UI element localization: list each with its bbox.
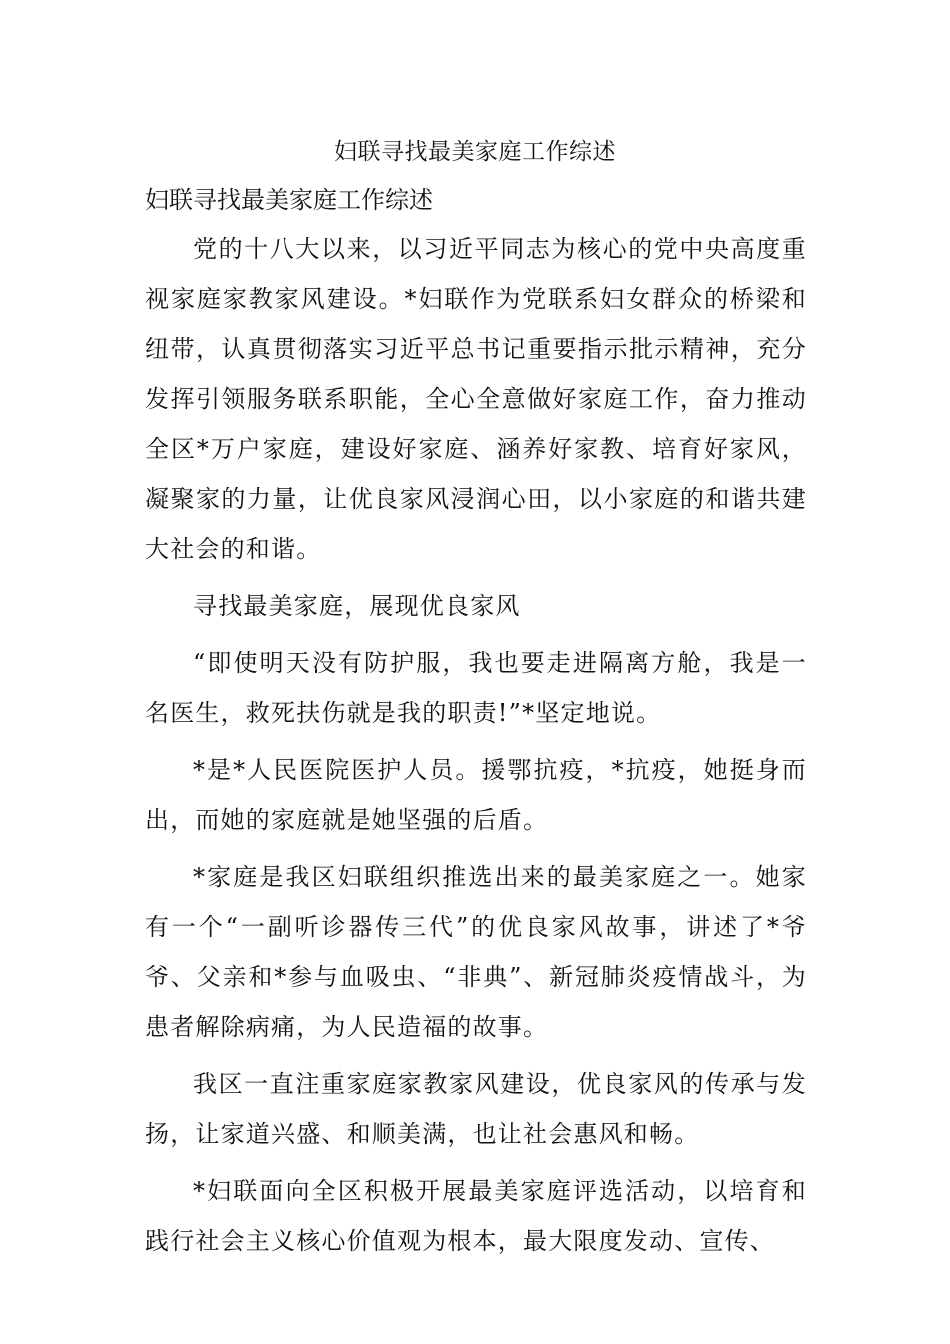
document-title: 妇联寻找最美家庭工作综述 (334, 139, 616, 165)
paragraph-doctor: *是*人民医院医护人员。援鄂抗疫，*抗疫，她挺身而出，而她的家庭就是她坚强的后盾。 (145, 756, 807, 834)
paragraph-activities: *妇联面向全区积极开展最美家庭评选活动，以培育和践行社会主义核心价值观为根本，最大限度发动、宣传、 (145, 1177, 807, 1255)
section-heading: 寻找最美家庭，展现优良家风 (193, 592, 521, 620)
document-subtitle: 妇联寻找最美家庭工作综述 (145, 186, 433, 214)
paragraph-intro: 党的十八大以来，以习近平同志为核心的党中央高度重视家庭家教家风建设。*妇联作为党联系妇女群众的桥梁和纽带，认真贯彻落实习近平总书记重要指示批示精神，充分发挥引领服务联系职能，全心全意做好家庭工作，奋力推动全区*万户家庭，建设好家庭、涵养好家教、培育好家风，凝聚家的力量，让优良家风浸润心田，以小家庭的和谐共建大社会的和谐。 (145, 235, 807, 563)
paragraph-quote: “即使明天没有防护服，我也要走进隔离方舱，我是一名医生，救死扶伤就是我的职责!”*坚定地说。 (145, 649, 807, 727)
document-body (145, 180, 807, 1273)
paragraph-family-tradition: 我区一直注重家庭家教家风建设，优良家风的传承与发扬，让家道兴盛、和顺美满，也让社会惠风和畅。 (145, 1070, 807, 1148)
paragraph-family-story: *家庭是我区妇联组织推选出来的最美家庭之一。她家有一个“一副听诊器传三代”的优良家风故事，讲述了*爷爷、父亲和*参与血吸虫、“非典”、新冠肺炎疫情战斗，为患者解除病痛，为人民造福的故事。 (145, 863, 807, 1041)
